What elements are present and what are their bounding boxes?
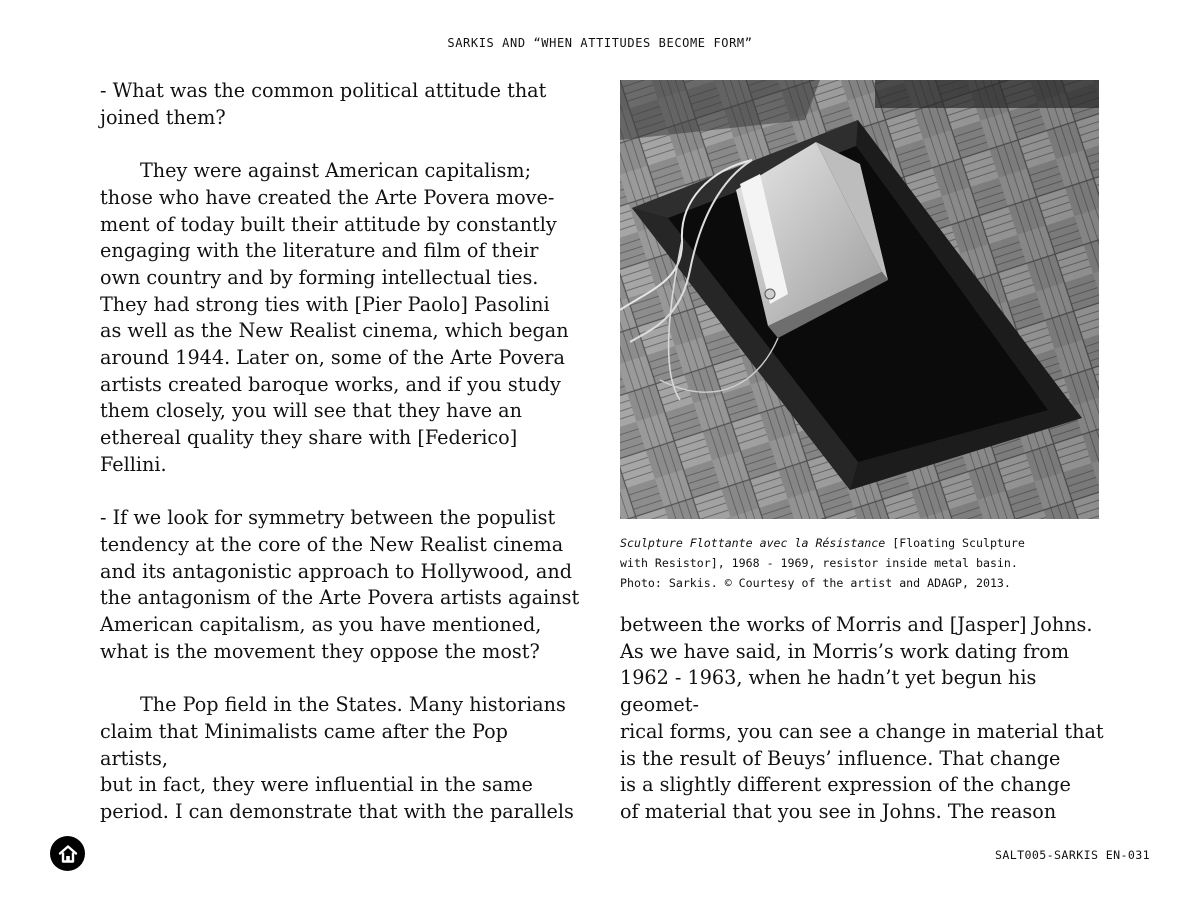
caption-details: [Floating Sculpture with Resistor], 1968 - 1969, resistor inside metal basin. Photo: Sarkis. © Courtesy of the artist and ADAGP, 2013.: [620, 536, 1025, 590]
artwork-title: Sculpture Flottante avec la Résistance: [620, 536, 886, 550]
question-paragraph: - What was the common political attitude that joined them?: [100, 79, 547, 129]
home-icon: [57, 843, 79, 865]
answer-paragraph: They were against American capitalism; those who have created the Arte Povera move- ment of today built their attitude by constantly engaging with the literature and film of their own country and by forming intellectual ties. They had strong ties with [Pier Paolo] Pasolini as well as the New Realist cinema, which began around 1944. Later on, some of the Arte Povera artists created baroque works, and if you study them closely, you will see that they have an ethereal quality they share with [Federico] Fellini.: [100, 159, 569, 476]
left-text-column: [100, 78, 580, 826]
running-title: SARKIS AND “WHEN ATTITUDES BECOME FORM”: [447, 36, 753, 50]
right-text-column: between the works of Morris and [Jasper] Johns. As we have said, in Morris’s work dating from 1962 - 1963, when he hadn’t yet begun his geomet- rical forms, you can see a change in material that is the result of Beuys’ influence. That change is a slightly different expression of the change of material that you see in Johns. The reason: [620, 613, 1104, 823]
question-paragraph: - If we look for symmetry between the populist tendency at the core of the New Realist cinema and its antagonistic approach to Hollywood, and the antagonism of the Arte Povera artists against American capitalism, as you have mentioned, what is the movement they oppose the most?: [100, 506, 580, 663]
artwork-photo: [620, 80, 1099, 519]
home-button[interactable]: [50, 836, 85, 871]
figure-caption: [620, 533, 1090, 593]
page-folio: SALT005-SARKIS EN-031: [995, 848, 1150, 862]
answer-paragraph: The Pop field in the States. Many historians claim that Minimalists came after the Pop artists, but in fact, they were influential in the same period. I can demonstrate that with the parallels: [100, 693, 574, 823]
